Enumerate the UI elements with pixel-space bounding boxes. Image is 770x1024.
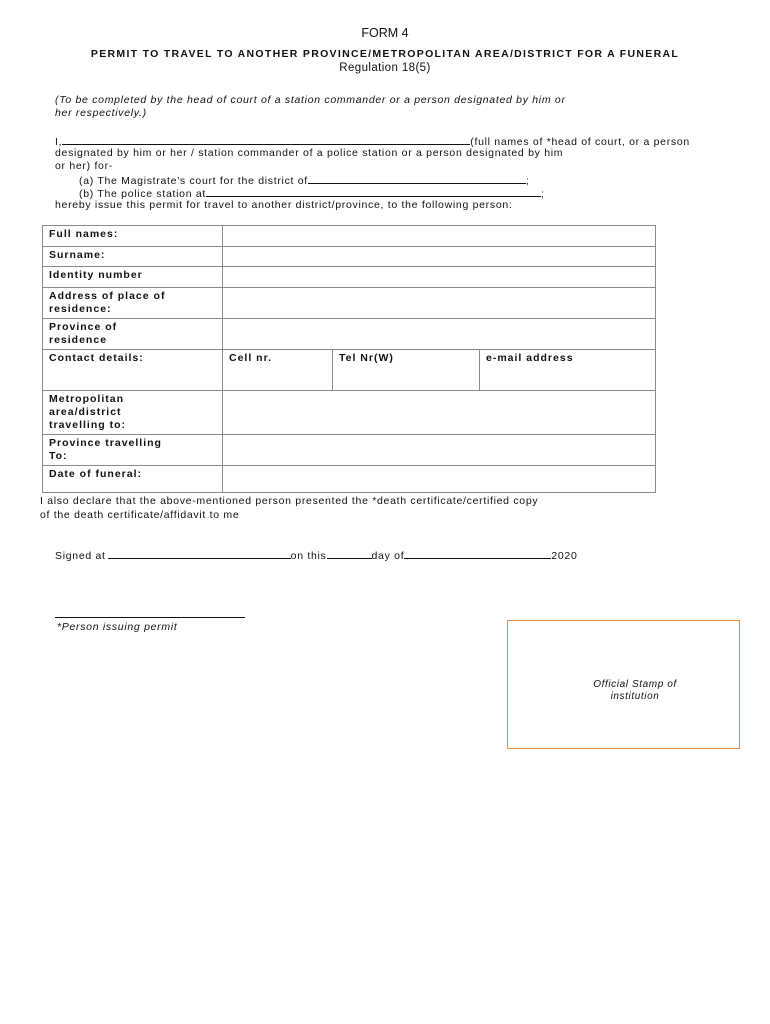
form-number: FORM 4: [361, 26, 409, 40]
magistrate-district-blank[interactable]: [308, 172, 526, 184]
province-residence-line-1: Province of: [49, 321, 118, 333]
signature-line[interactable]: [55, 617, 245, 618]
identity-number-label: Identity number: [43, 267, 223, 288]
table-row-identity: [43, 267, 656, 288]
date-of-funeral-label: Date of funeral:: [43, 466, 223, 493]
signed-at-blank[interactable]: [108, 547, 291, 559]
address-label: [43, 288, 223, 319]
address-label-line-2: residence:: [49, 303, 112, 315]
province-to-line-2: To:: [49, 450, 68, 462]
surname-label: Surname:: [43, 247, 223, 267]
full-names-note: (full names of *head of court, or a person: [470, 136, 690, 148]
table-row-date-funeral: [43, 466, 656, 493]
date-of-funeral-cell[interactable]: [223, 466, 656, 493]
metropolitan-label: [43, 391, 223, 435]
surname-cell[interactable]: [223, 247, 656, 267]
tel-nr-cell[interactable]: Tel Nr(W): [333, 350, 480, 391]
declaration-line-2: designated by him or her / station commander of a police station or a person designated by him: [55, 147, 564, 159]
table-row-metropolitan: [43, 391, 656, 435]
cell-nr-cell[interactable]: Cell nr.: [223, 350, 333, 391]
declaration-item-b: [79, 185, 545, 200]
year-value: 2020: [551, 550, 578, 562]
full-names-blank[interactable]: [62, 133, 470, 145]
declaration-line-3: or her) for-: [55, 160, 113, 172]
table-row-province-to: [43, 435, 656, 466]
day-of-label: day of: [371, 550, 405, 562]
police-station-label: (b) The police station at: [79, 188, 207, 200]
province-to-cell[interactable]: [223, 435, 656, 466]
instruction-line-2: her respectively.): [55, 107, 147, 119]
metropolitan-cell[interactable]: [223, 391, 656, 435]
also-declare-line-1: I also declare that the above-mentioned person presented the *death certificate/certified copy: [40, 495, 539, 507]
police-station-blank[interactable]: [206, 185, 541, 197]
full-names-cell[interactable]: [223, 226, 656, 247]
table-row-contact: [43, 350, 656, 391]
table-row-province-residence: [43, 319, 656, 350]
province-residence-label: [43, 319, 223, 350]
signed-line: [55, 547, 578, 562]
semicolon-a: ;: [525, 175, 530, 187]
signed-at-label: Signed at: [55, 550, 106, 562]
table-row-address: [43, 288, 656, 319]
contact-details-label: Contact details:: [43, 350, 223, 391]
full-names-label: Full names:: [43, 226, 223, 247]
semicolon-b: ;: [541, 188, 545, 200]
magistrate-court-label: (a) The Magistrate's court for the district of: [79, 175, 308, 187]
address-cell[interactable]: [223, 288, 656, 319]
province-to-line-1: Province travelling: [49, 437, 162, 449]
stamp-line-1: Official Stamp of: [593, 679, 677, 690]
address-label-line-1: Address of place of: [49, 290, 166, 302]
table-row-surname: [43, 247, 656, 267]
declaration-issue-line: hereby issue this permit for travel to another district/province, to the following person:: [55, 199, 513, 211]
on-this-label: on this: [290, 550, 327, 562]
identity-number-cell[interactable]: [223, 267, 656, 288]
person-issuing-label: *Person issuing permit: [57, 621, 178, 633]
regulation-reference: Regulation 18(5): [339, 62, 431, 74]
also-declare-line-2: of the death certificate/affidavit to me: [40, 509, 240, 521]
province-residence-cell[interactable]: [223, 319, 656, 350]
person-details-table: [42, 225, 656, 493]
month-blank[interactable]: [404, 547, 551, 559]
metropolitan-line-2: area/district: [49, 406, 122, 418]
instruction-line-1: (To be completed by the head of court of a station commander or a person designated by him or: [55, 94, 566, 106]
i-prefix: I,: [55, 136, 63, 148]
province-residence-line-2: residence: [49, 334, 108, 346]
metropolitan-line-3: travelling to:: [49, 419, 127, 431]
metropolitan-line-1: Metropolitan: [49, 393, 124, 405]
form-title: PERMIT TO TRAVEL TO ANOTHER PROVINCE/METROPOLITAN AREA/DISTRICT FOR A FUNERAL: [90, 48, 680, 60]
table-row-full-names: [43, 226, 656, 247]
day-blank[interactable]: [327, 547, 372, 559]
official-stamp-label: [570, 679, 700, 703]
stamp-line-2: institution: [610, 691, 660, 702]
province-to-label: [43, 435, 223, 466]
declaration-line-1: [55, 133, 690, 148]
email-cell[interactable]: e-mail address: [480, 350, 656, 391]
